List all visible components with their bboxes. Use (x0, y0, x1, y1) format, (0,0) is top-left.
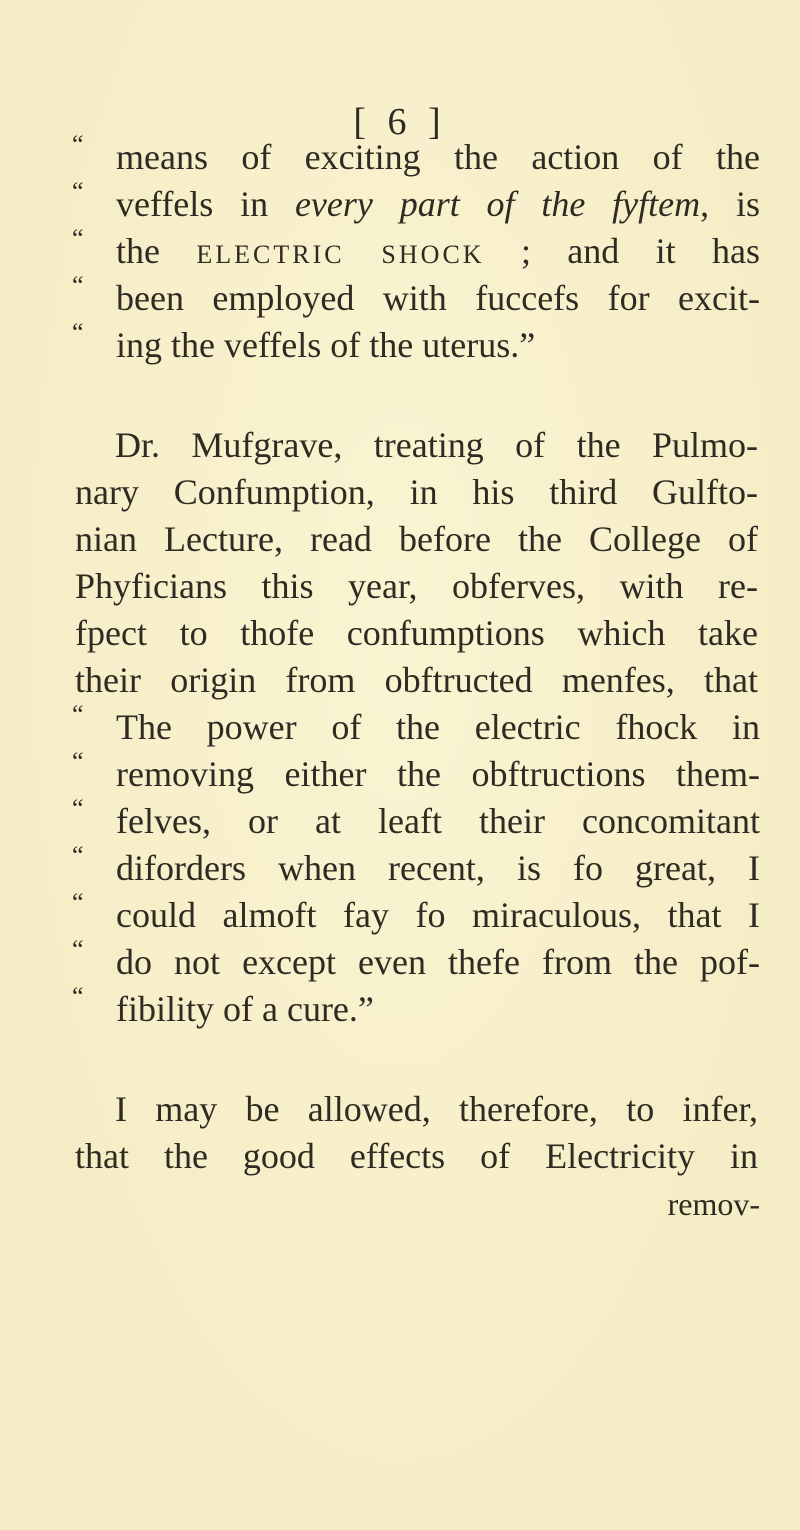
quote-mark: “ (72, 271, 84, 300)
quote2-line-7 (0, 982, 800, 1038)
line-text: removing either the obftructions them- (116, 754, 760, 794)
paragraph2-line-4 (0, 565, 800, 615)
quote-mark: “ (72, 888, 84, 917)
line-text: their origin from obftructed menfes, that (75, 660, 758, 700)
quote1-line-5 (0, 318, 800, 374)
paragraph3-line-1 (0, 1088, 800, 1138)
paragraph2-line-3 (0, 518, 800, 568)
line-text: fibility of a cure.” (116, 989, 374, 1029)
quote2-line-4 (0, 841, 800, 897)
line-text: nian Lecture, read before the College of (75, 519, 758, 559)
line-text: The power of the electric fhock in (116, 707, 760, 747)
quote-mark: “ (72, 318, 84, 347)
line-text: felves, or at leaft their concomitant (116, 801, 760, 841)
paragraph2-line-1 (0, 424, 800, 474)
line-text: diforders when recent, is fo great, I (116, 848, 760, 888)
quote2-line-6 (0, 935, 800, 991)
line-text: fpect to thofe confumptions which take (75, 613, 758, 653)
line-text: Phyficians this year, obferves, with re- (75, 566, 758, 606)
line-text: that the good effects of Electricity in (75, 1136, 758, 1176)
quote-mark: “ (72, 794, 84, 823)
quote-mark: “ (72, 935, 84, 964)
quote-mark: “ (72, 700, 84, 729)
quote1-line-2 (0, 177, 800, 233)
catchword: remov- (667, 1186, 760, 1222)
quote-mark: “ (72, 841, 84, 870)
line-text: I may be allowed, therefore, to infer, (115, 1089, 758, 1129)
paragraph2-line-5 (0, 612, 800, 662)
page-number-header: [ 6 ] (353, 101, 447, 143)
italic-phrase: every part of the fyftem (294, 184, 701, 224)
quote-mark: “ (72, 747, 84, 776)
small-caps-phrase: ELECTRIC SHOCK (196, 240, 485, 269)
quote2-line-1 (0, 700, 800, 756)
quote1-line-4 (0, 271, 800, 327)
line-text: been employed with fuccefs for excit- (116, 278, 760, 318)
line-text: ing the veffels of the uterus.” (116, 325, 536, 365)
line-text: means of exciting the action of the (116, 137, 760, 177)
quote-mark: “ (72, 130, 84, 159)
paragraph2-line-6 (0, 659, 800, 709)
line-text: do not except even thefe from the pof- (116, 942, 760, 982)
quote2-line-2 (0, 747, 800, 803)
quote1-line-1 (0, 130, 800, 186)
paragraph3-line-2 (0, 1135, 800, 1185)
line-text: nary Confumption, in his third Gulfto- (75, 472, 758, 512)
quote-mark: “ (72, 982, 84, 1011)
line-text: could almoft fay fo miraculous, that I (116, 895, 760, 935)
quote-mark: “ (72, 224, 84, 253)
paragraph2-line-2 (0, 471, 800, 521)
line-text: Dr. Mufgrave, treating of the Pulmo- (115, 425, 758, 465)
quote2-line-5 (0, 888, 800, 944)
quote-mark: “ (72, 177, 84, 206)
quote2-line-3 (0, 794, 800, 850)
line-text: veffels in every part of the fyftem, is (116, 184, 760, 224)
line-text: the ELECTRIC SHOCK ; and it has (116, 231, 761, 271)
quote1-line-3 (0, 224, 800, 280)
